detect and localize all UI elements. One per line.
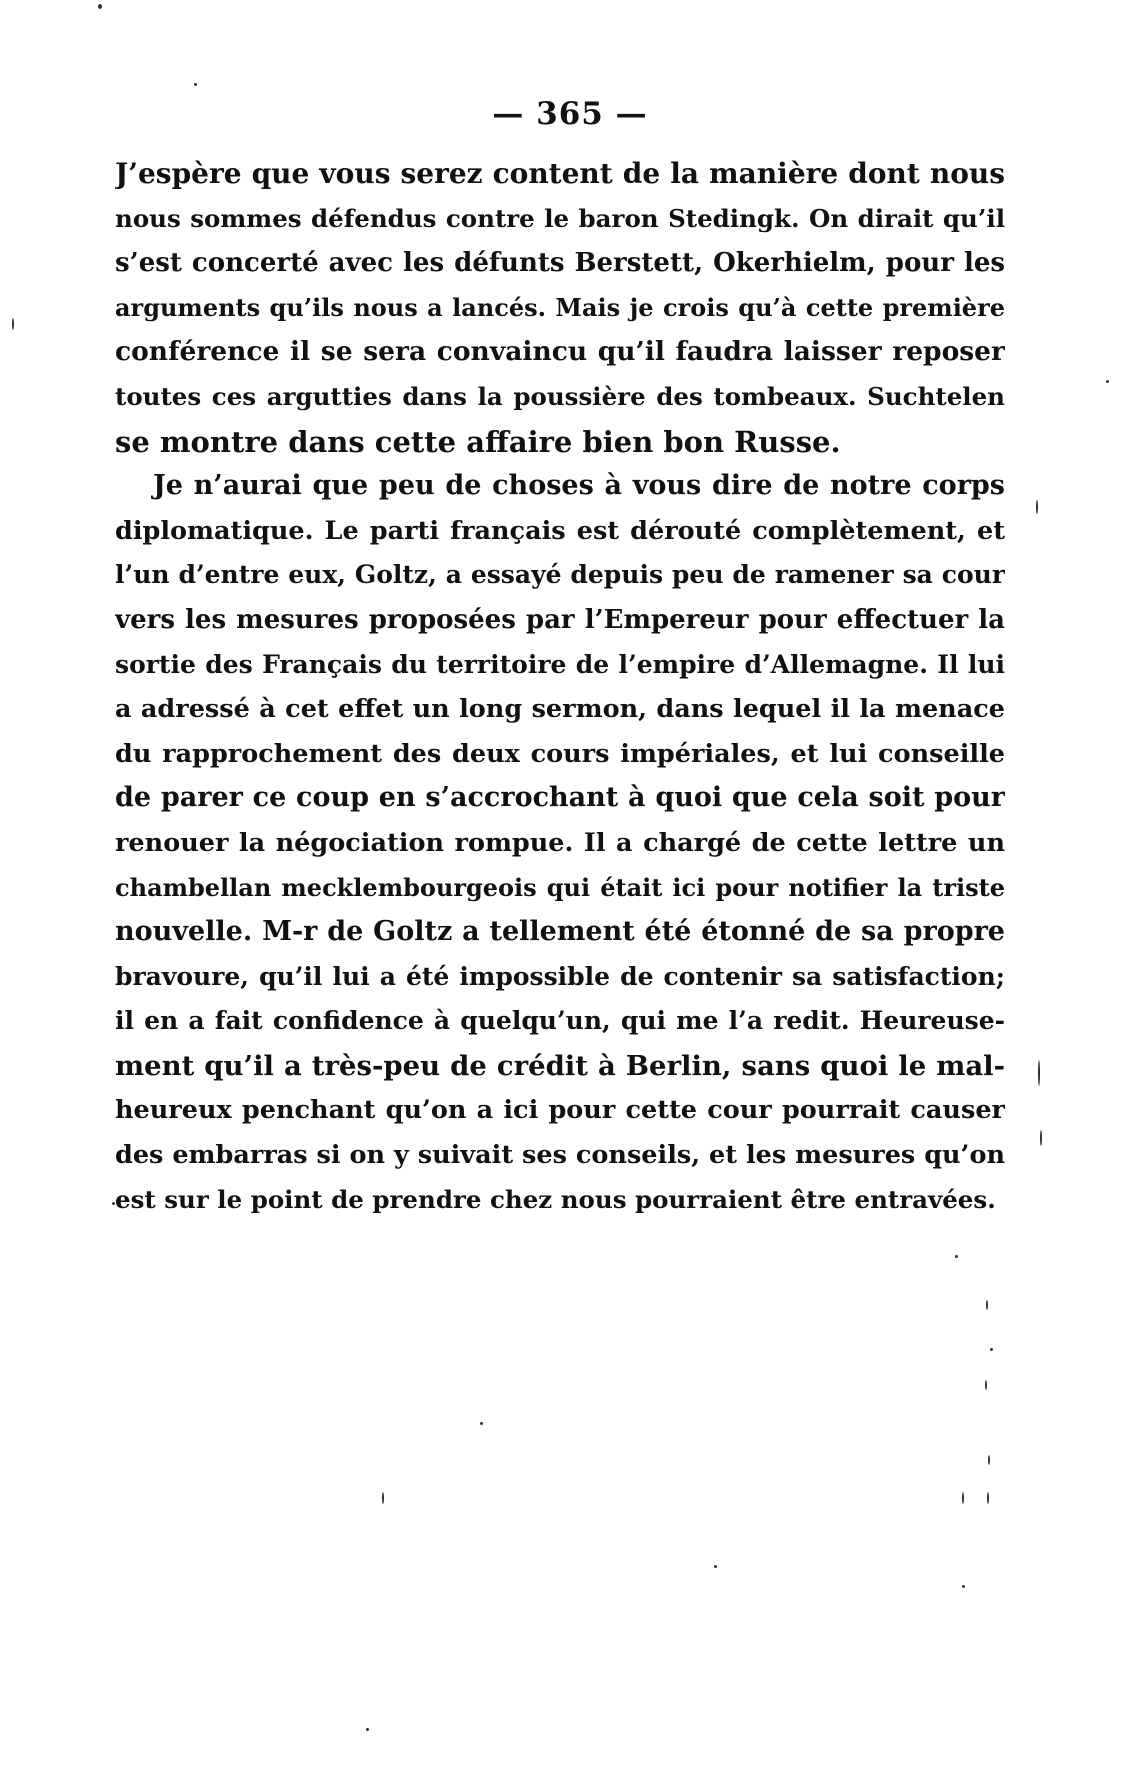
scan-speck (986, 1300, 988, 1310)
text-line: des embarras si on y suivait ses conseils, et les mesures qu’on (115, 1140, 1005, 1171)
scan-speck (985, 1380, 987, 1390)
text-line: il en a fait confidence à quelqu’un, qui me l’a redit. Heureuse- (115, 1006, 1005, 1036)
scan-speck (12, 318, 14, 330)
scan-speck (987, 1492, 989, 1504)
scan-speck (382, 1492, 384, 1504)
scan-speck (194, 83, 197, 86)
text-line: se montre dans cette affaire bien bon Russe. (115, 424, 841, 459)
scan-speck (962, 1585, 965, 1588)
page-number: — 365 — (492, 96, 648, 132)
text-line: J’espère que vous serez content de la manière dont nous (115, 157, 1005, 190)
scan-speck (1036, 500, 1038, 514)
text-line: toutes ces argutties dans la poussière des tombeaux. Suchtelen (115, 381, 1005, 411)
scan-speck (480, 1422, 483, 1425)
paragraph-1 (115, 152, 1005, 464)
scan-speck (714, 1565, 717, 1568)
text-line: nous sommes défendus contre le baron Stedingk. On dirait qu’il (115, 203, 1005, 233)
scan-speck (988, 1455, 990, 1465)
text-line: vers les mesures proposées par l’Empereur pour effectuer la (115, 604, 1005, 635)
text-line: l’un d’entre eux, Goltz, a essayé depuis peu de ramener sa cour (115, 560, 1005, 590)
text-line: conférence il se sera convaincu qu’il faudra laisser reposer (115, 336, 1005, 368)
text-line: est sur le point de prendre chez nous pourraient être entravées. (115, 1184, 996, 1214)
text-line: s’est concerté avec les défunts Berstett, Okerhielm, pour les (115, 248, 1005, 279)
scan-speck (1040, 1130, 1042, 1146)
scan-speck (98, 4, 102, 9)
text-line: bravoure, qu’il lui a été impossible de contenir sa satisfaction; (115, 961, 1005, 991)
text-line: chambellan mecklembourgeois qui était ici pour notifier la triste (115, 872, 1005, 902)
text-line: renouer la négociation rompue. Il a chargé de cette lettre un (115, 827, 1005, 858)
text-line: du rapprochement des deux cours impériales, et lui conseille (115, 738, 1005, 769)
text-line: arguments qu’ils nous a lancés. Mais je crois qu’à cette première (115, 292, 1005, 322)
text-line: ment qu’il a très-peu de crédit à Berlin, sans quoi le mal- (115, 1049, 1005, 1082)
scan-speck (1106, 380, 1109, 383)
text-line: Je n’aurai que peu de choses à vous dire de notre corps (153, 470, 1005, 502)
text-line: a adressé à cet effet un long sermon, dans lequel il la menace (115, 694, 1005, 725)
text-line: sortie des Français du territoire de l’empire d’Allemagne. Il lui (115, 649, 1005, 679)
scan-speck (366, 1728, 369, 1731)
scan-speck (955, 1255, 958, 1258)
scan-speck (990, 1348, 993, 1351)
paragraph-2 (115, 464, 1005, 1222)
body-text (115, 152, 1005, 1222)
scan-speck (112, 1202, 115, 1205)
text-line: de parer ce coup en s’accrochant à quoi que cela soit pour (115, 782, 1005, 814)
scan-speck (1038, 1060, 1040, 1086)
scan-speck (962, 1492, 964, 1504)
text-line: heureux penchant qu’on a ici pour cette cour pourrait causer (115, 1095, 1005, 1126)
text-line: diplomatique. Le parti français est dérouté complètement, et (115, 515, 1005, 546)
text-line: nouvelle. M-r de Goltz a tellement été étonné de sa propre (115, 916, 1005, 948)
